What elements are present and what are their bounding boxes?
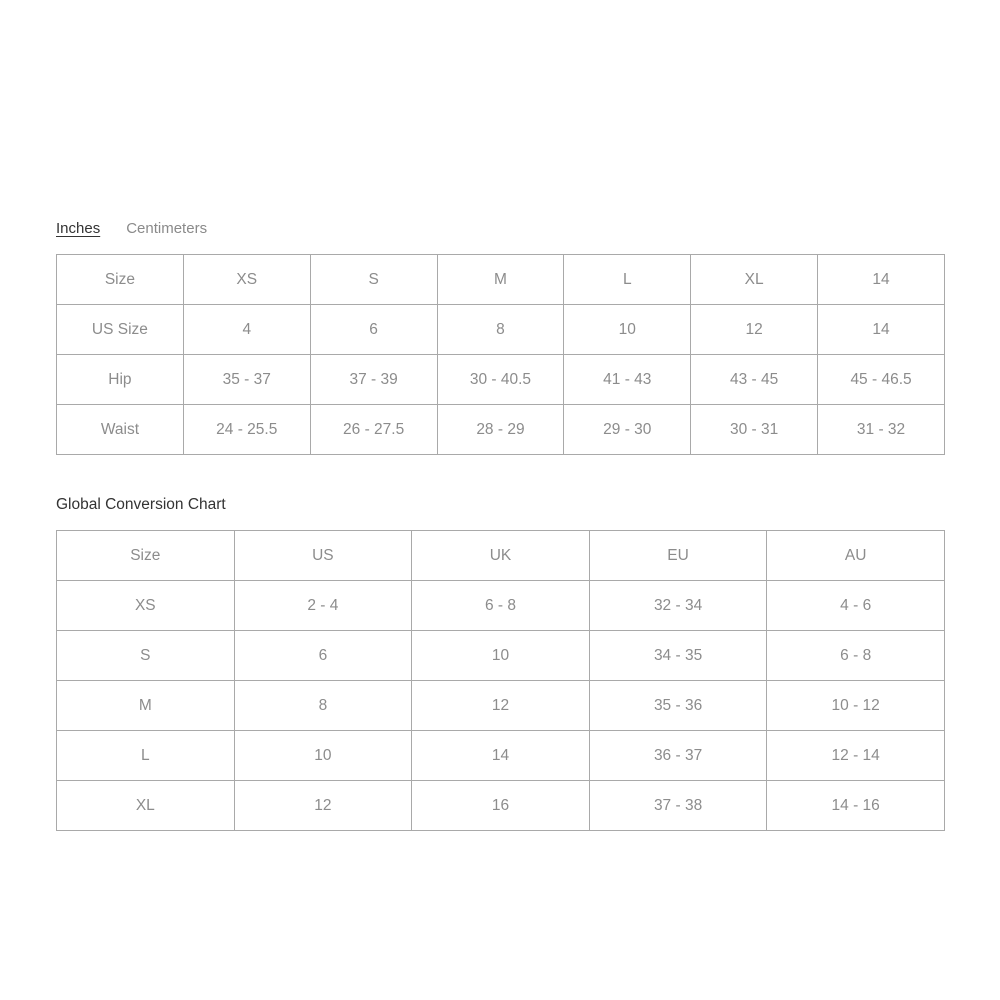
table-cell: 6	[310, 305, 437, 355]
table-cell: 45 - 46.5	[818, 355, 945, 405]
table-cell: XS	[183, 255, 310, 305]
table-cell: 12 - 14	[767, 731, 945, 781]
table-cell: UK	[412, 531, 590, 581]
table-cell: 30 - 31	[691, 405, 818, 455]
table-cell: 10	[412, 631, 590, 681]
table-cell: US Size	[57, 305, 184, 355]
table-row	[57, 405, 945, 455]
table-cell: 2 - 4	[234, 581, 412, 631]
table-cell: 26 - 27.5	[310, 405, 437, 455]
table-cell: 29 - 30	[564, 405, 691, 455]
table-cell: 36 - 37	[589, 731, 767, 781]
table-cell: 35 - 36	[589, 681, 767, 731]
table-cell: 8	[234, 681, 412, 731]
table-cell: 6	[234, 631, 412, 681]
table-cell: 28 - 29	[437, 405, 564, 455]
table-cell: XS	[57, 581, 235, 631]
inches-size-table	[56, 254, 945, 455]
table-cell: L	[57, 731, 235, 781]
table-cell: 14	[412, 731, 590, 781]
table-cell: XL	[57, 781, 235, 831]
table-cell: 10 - 12	[767, 681, 945, 731]
table-row	[57, 731, 945, 781]
table-cell: 14	[818, 255, 945, 305]
table-cell: 24 - 25.5	[183, 405, 310, 455]
table-cell: 41 - 43	[564, 355, 691, 405]
table-row	[57, 255, 945, 305]
table-cell: 35 - 37	[183, 355, 310, 405]
table-cell: 14	[818, 305, 945, 355]
table-cell: 12	[412, 681, 590, 731]
table-cell: Size	[57, 531, 235, 581]
table-row	[57, 581, 945, 631]
table-cell: 6 - 8	[412, 581, 590, 631]
table-cell: 37 - 38	[589, 781, 767, 831]
table-cell: 37 - 39	[310, 355, 437, 405]
table-cell: M	[57, 681, 235, 731]
tab-centimeters[interactable]: Centimeters	[126, 220, 208, 237]
table-row	[57, 631, 945, 681]
tab-inches[interactable]: Inches	[56, 220, 101, 237]
table-cell: 32 - 34	[589, 581, 767, 631]
table-cell: 14 - 16	[767, 781, 945, 831]
table-cell: 16	[412, 781, 590, 831]
table-cell: 6 - 8	[767, 631, 945, 681]
table-cell: AU	[767, 531, 945, 581]
table-cell: Hip	[57, 355, 184, 405]
table-cell: Size	[57, 255, 184, 305]
table-cell: 12	[234, 781, 412, 831]
table-cell: L	[564, 255, 691, 305]
table-row	[57, 531, 945, 581]
table-cell: 30 - 40.5	[437, 355, 564, 405]
table-cell: 8	[437, 305, 564, 355]
table-cell: XL	[691, 255, 818, 305]
table-row	[57, 681, 945, 731]
table-cell: EU	[589, 531, 767, 581]
global-conversion-title: Global Conversion Chart	[56, 496, 226, 513]
table-row	[57, 355, 945, 405]
global-conversion-table	[56, 530, 945, 831]
table-cell: 12	[691, 305, 818, 355]
table-row	[57, 305, 945, 355]
table-cell: 34 - 35	[589, 631, 767, 681]
table-cell: 31 - 32	[818, 405, 945, 455]
table-cell: S	[57, 631, 235, 681]
table-cell: US	[234, 531, 412, 581]
table-cell: S	[310, 255, 437, 305]
table-cell: 10	[234, 731, 412, 781]
table-cell: Waist	[57, 405, 184, 455]
table-cell: 4 - 6	[767, 581, 945, 631]
table-cell: 43 - 45	[691, 355, 818, 405]
unit-tabs	[56, 218, 207, 240]
table-cell: M	[437, 255, 564, 305]
table-row	[57, 781, 945, 831]
table-cell: 4	[183, 305, 310, 355]
table-cell: 10	[564, 305, 691, 355]
